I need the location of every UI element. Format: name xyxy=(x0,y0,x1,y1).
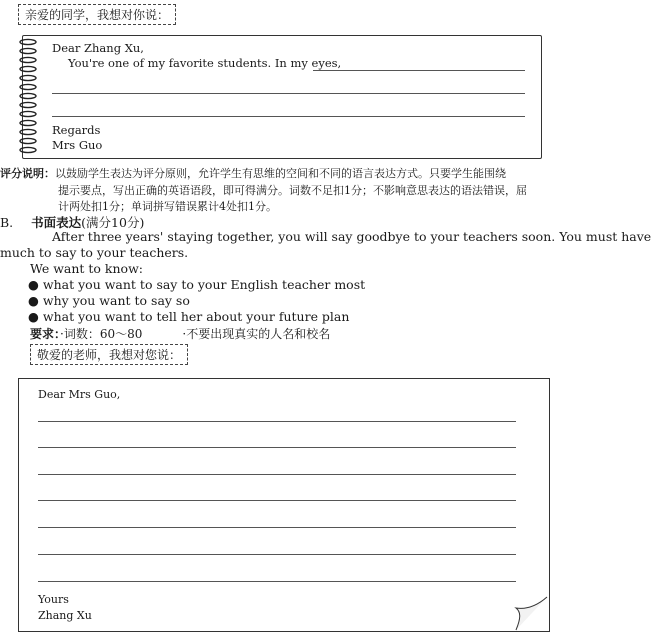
bullet-text: why you want to say so xyxy=(42,293,190,308)
letter-sheet xyxy=(18,378,550,632)
top-prompt-text: 亲爱的同学，我想对你说： xyxy=(25,8,170,22)
letter-rule xyxy=(38,527,516,528)
letter-signature: Zhang Xu xyxy=(38,609,92,622)
top-prompt-box xyxy=(18,4,176,25)
bullet-icon: ● xyxy=(28,293,39,308)
bullet-text: what you want to say to your English teacher most xyxy=(42,277,366,292)
grading-line-1 xyxy=(0,165,506,181)
bullet-item xyxy=(28,277,365,292)
grading-text-1: 以鼓励学生表达为评分原则，允许学生有思维的空间和不同的语言表达方式。只要学生能围绕 xyxy=(55,167,506,180)
bullet-text: what you want to tell her about your future plan xyxy=(42,309,350,324)
letter-rule xyxy=(38,421,516,422)
letter-salutation: Dear Mrs Guo, xyxy=(38,388,121,401)
letter-closing: Yours xyxy=(38,593,69,606)
notebook-rule xyxy=(313,70,525,71)
bullet-icon: ● xyxy=(28,277,39,292)
notebook-salutation: Dear Zhang Xu, xyxy=(52,41,144,55)
letter-rule xyxy=(38,447,516,448)
letter-rule xyxy=(38,474,516,475)
bottom-prompt-box xyxy=(30,344,188,365)
bullet-icon: ● xyxy=(28,309,39,324)
section-score: (满分10分) xyxy=(81,215,145,230)
want-to-know: We want to know: xyxy=(30,261,143,276)
notebook-rule xyxy=(52,116,525,117)
letter-rule xyxy=(38,554,516,555)
req-words: ·词数：60～80 xyxy=(60,327,143,341)
grading-line-2: 提示要点，写出正确的英语语段，即可得满分。词数不足扣1分；不影响意思表达的语法错误，屈 xyxy=(58,184,527,197)
section-intro-1: After three years' staying together, you will say goodbye to your teachers soon. You must have xyxy=(52,229,651,244)
grading-label: 评分说明： xyxy=(0,167,55,180)
bullet-item xyxy=(28,293,190,308)
bottom-prompt-text: 敬爱的老师，我想对您说： xyxy=(37,348,182,362)
letter-rule xyxy=(38,581,516,582)
notebook-closing: Regards xyxy=(52,123,101,137)
grading-line-3: 计两处扣1分；单词拼写错误累计4处扣1分。 xyxy=(58,200,277,213)
spiral-binding-icon xyxy=(17,38,41,154)
section-intro-2: much to say to your teachers. xyxy=(0,245,189,260)
requirements xyxy=(30,325,330,342)
letter-rule xyxy=(38,500,516,501)
req-names: ·不要出现真实的人名和校名 xyxy=(182,327,331,341)
notebook-first-line: You're one of my favorite students. In my eyes, xyxy=(68,56,342,70)
section-letter: B. xyxy=(0,215,14,230)
notebook-rule xyxy=(52,93,525,94)
notebook-signature: Mrs Guo xyxy=(52,138,103,152)
bullet-item xyxy=(28,309,349,324)
page-curl-icon xyxy=(515,596,549,631)
section-title: 书面表达 xyxy=(31,215,82,230)
req-label: 要求： xyxy=(30,327,61,341)
